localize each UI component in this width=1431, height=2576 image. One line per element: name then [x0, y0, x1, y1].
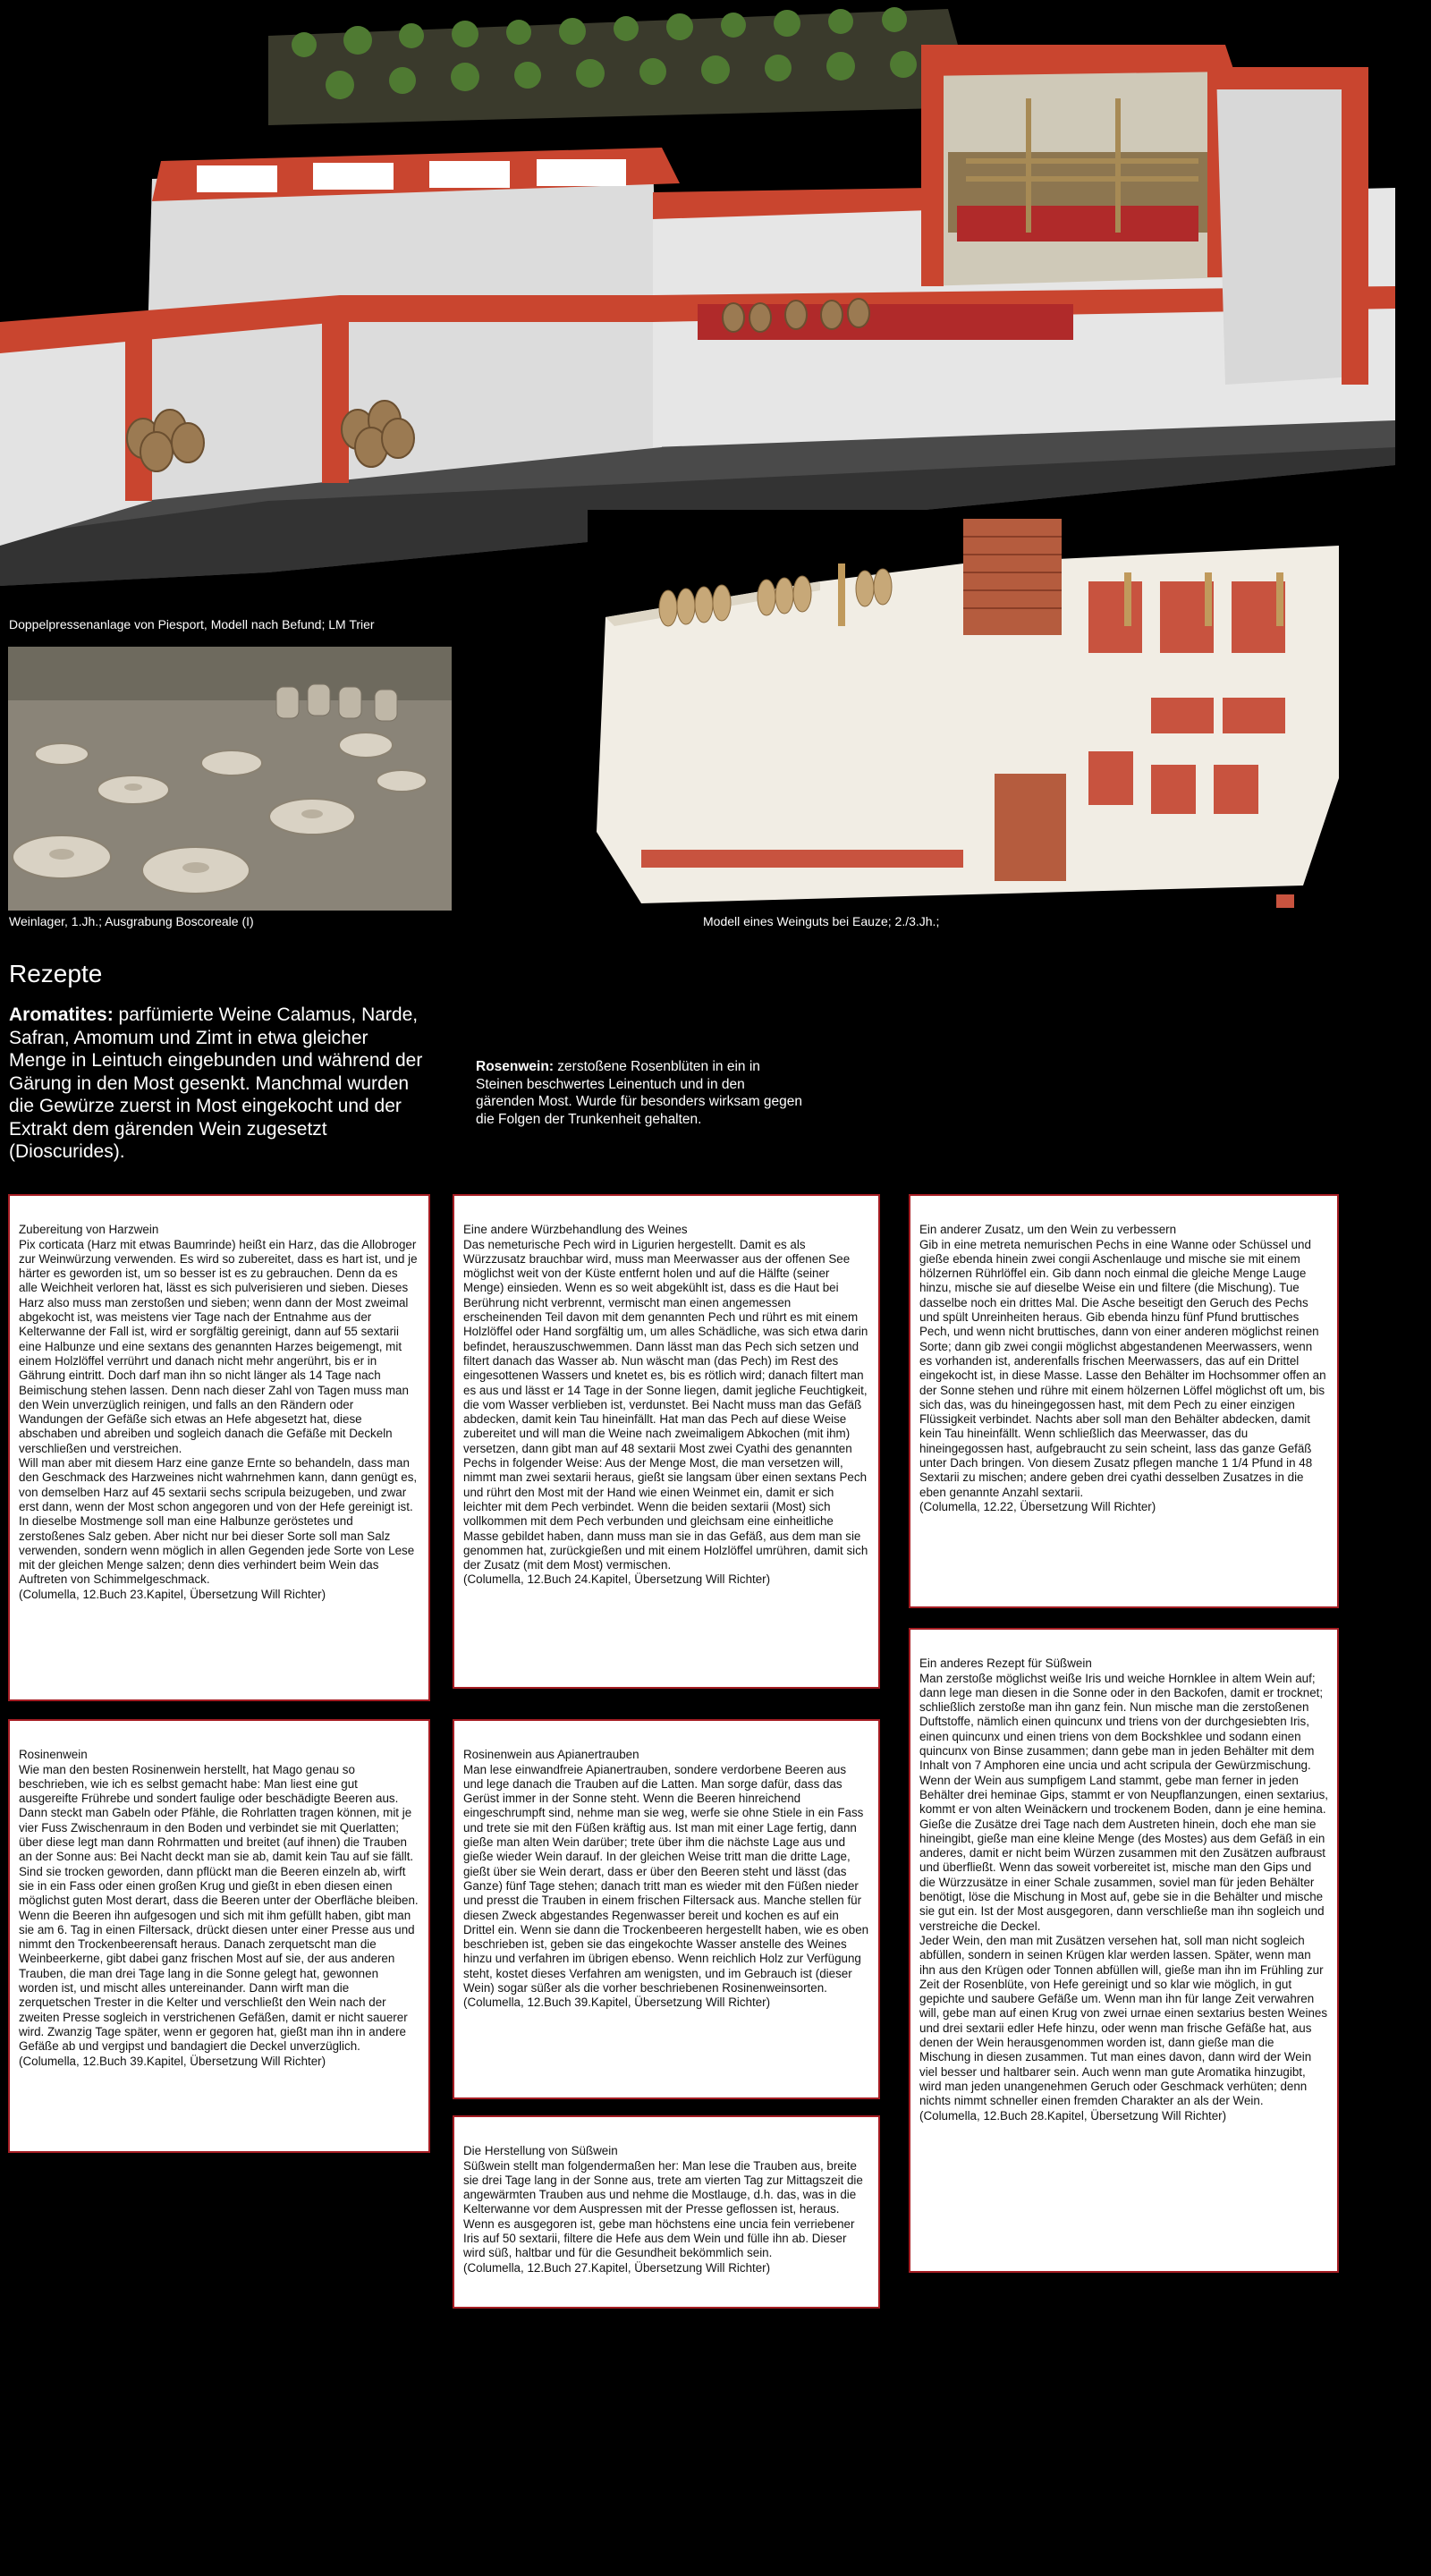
recipe-source: (Columella, 12.22, Übersetzung Will Richter): [919, 1499, 1156, 1513]
recipe-title: Rosinenwein: [19, 1748, 88, 1762]
rosenwein-intro-block: [476, 1058, 807, 1128]
section-title: Rezepte: [9, 960, 103, 987]
recipe-body: Gib in eine metreta nemurischen Pechs in eine Wanne oder Schüssel und gieße ebenda hinein zwei congii Aschenlauge und mische sie mit einem hölzernen Rührlöffel ein. Gib dann noch einmal die gleiche Menge Lauge hinzu, mische sie auf dieselbe Weise ein und filtere (die Mischung). Tue dasselbe noch ein drittes Mal. Die Asche beseitigt den Geruch des Pechs und spült Unreinheiten heraus. Gib ebenda hinzu fünf Pfund bruttisches Pech, und wenn nicht bruttisches, dann von einer anderen möglichst reinen Sorte; dann gib zwei congii möglichst abgestandenen Meerwassers, wenn es vorhanden ist, anderenfalls frischen Meerwassers, das auf ein Drittel eingekocht ist, in diese Masse. Lasse den Behälter im Hochsommer offen an der Sonne stehen und rühre mit einem hölzernen Löffel möglichst oft um, bis sich das, was du hineingegossen hast, mit dem Pech zu einer einzigen Flüssigkeit verbindet. Nachts aber soll man den Behälter abdecken, damit kein Tau hineinfällt. Wenn schließlich das Meerwasser, das du hineingegossen hast, aufgebraucht zu sein scheint, lass das ganze Gefäß unter Dach bringen. Von diesem Zusatz pflegen manche 1 1/4 Pfund in 48 Sextarii zu mischen; andere geben drei cyathi desselben Zusatzes in die eben genannte Anzahl sextarii.: [919, 1237, 1326, 1499]
recipe-apianer: [453, 1719, 880, 2099]
recipe-harzwein: [8, 1194, 430, 1701]
recipe-source: (Columella, 12.Buch 39.Kapitel, Übersetzung Will Richter): [19, 2054, 326, 2068]
recipe-zusatz: [909, 1194, 1339, 1608]
recipe-title: Ein anderes Rezept für Süßwein: [919, 1657, 1092, 1671]
recipe-wuerzbehandlung: [453, 1194, 880, 1689]
rosenwein-intro-label: Rosenwein:: [476, 1059, 554, 1074]
recipe-herstellung-suesswein: [453, 2115, 880, 2309]
caption-boscoreale: Weinlager, 1.Jh.; Ausgrabung Boscoreale (I): [9, 914, 254, 928]
aromatites-text: parfümierte Weine Calamus, Narde, Safran, Amomum und Zimt in etwa gleicher Menge in Leintuch eingebunden und während der Gärung in den Most gesenkt. Manchmal wurden die Gewürze zuerst in Most eingekocht und der Extrakt dem gärenden Wein zugesetzt (Dioscurides).: [9, 1004, 423, 1162]
photo-boscoreale: [8, 647, 452, 911]
recipe-source: (Columella, 12.Buch 39.Kapitel, Übersetzung Will Richter): [463, 1996, 771, 2010]
recipe-body: Man lese einwandfreie Apianertrauben, sondere verdorbene Beeren aus und lege danach die Trauben auf die Latten. Man sorge dafür, dass das Gerüst immer in der Sonne steht. Wenn die Beeren hinreichend eingeschrumpft sind, nehme man sie weg, werfe sie ohne Stiele in ein Fass und trete sie mit den Füßen kräftig aus. Ist man mit einer Lage fertig, dann gieße man alten Wein darüber; trete über ihm die nächste Lage aus und gieße wieder Wein darauf. In der gleichen Weise tritt man die dritte Lage, gießt über sie Wein derart, dass er über den Beeren steht und lässt (das Ganze) fünf Tage stehen; danach tritt man es wieder mit den Füßen nieder und presst die Trauben in einem frischen Filtersack aus. Manche stellen für diesen Zweck abgestandes Regenwasser bereit und kochen es auf ein Drittel ein. Wenn sie dann die Trockenbeeren hergestellt haben, wie es oben beschrieben ist, geben sie das eingekochte Wasser anstelle des Weines hinzu und verfahren im übrigen ebenso. Wenn reichlich Holz zur Verfügung steht, kostet dieses Verfahren am wenigsten, und im Gebrauch ist (dieser Wein) sogar süßer als die vorher beschriebenen Rosinenweinsorten.: [463, 1762, 869, 1996]
recipe-title: Die Herstellung von Süßwein: [463, 2144, 618, 2158]
recipe-body: Pix corticata (Harz mit etwas Baumrinde) heißt ein Harz, das die Allobroger zur Weinwürzung verwenden. Es wird so zubereitet, dass es hart ist, und je härter es geworden ist, um so besser ist es zu gebrauchen. Denn da es alle Weichheit verloren hat, lässt es sich pulverisieren und sieben. Dieses Harz also muss man zerstoßen und sieben; wenn dann der Most zweimal abgekocht ist, was meistens vier Tage nach der Entnahme aus der Kelterwanne der Fall ist, wird er sorgfältig gereinigt, dann auf 55 sextarii eine Halbunze und eine sextans des genannten Harzes beigemengt, mit einem Holzlöffel verrührt und danach nicht mehr angerührt, bis er in Gährung eintritt. Doch darf man ihn so nicht länger als 14 Tage nach Beimischung stehen lassen. Denn nach dieser Zahl von Tagen muss man den Wein unverzüglich reinigen, und falls an den Rändern oder Wandungen der Gefäße sich etwas an Hefe abgesetzt hat, diese abschaben und abreiben und sogleich danach die Gefäße mit Deckeln verschließen und verstreichen. Will man aber mit diesem Harz eine ganze Ernte so behandeln, dass man den Geschmack des Harzweines nicht wahrnehmen kann, dann genügt es, von demselben Harz auf 45 sextarii sechs scripula beizugeben, und zwar erst dann, wenn der Most schon angegoren und von der Hefe gereinigt ist. In dieselbe Mostmenge soll man eine Halbunze geröstetes und zerstoßenes Salz geben. Aber nicht nur bei dieser Sorte soll man Salz verwenden, sondern wenn möglich in allen Gegenden jede Sorte von Lese mit der gleichen Menge salzen; denn dies verhindert beim Wein das Auftreten von Schimmelgeschmack.: [19, 1237, 418, 1587]
recipe-source: (Columella, 12.Buch 27.Kapitel, Übersetzung Will Richter): [463, 2260, 771, 2275]
recipe-source: (Columella, 12.Buch 28.Kapitel, Übersetzung Will Richter): [919, 2108, 1227, 2123]
recipe-source: (Columella, 12.Buch 23.Kapitel, Übersetzung Will Richter): [19, 1587, 326, 1601]
caption-eauze: Modell eines Weinguts bei Eauze; 2./3.Jh.;: [703, 914, 940, 928]
recipe-title: Eine andere Würzbehandlung des Weines: [463, 1223, 688, 1237]
recipe-title: Zubereitung von Harzwein: [19, 1223, 159, 1237]
recipe-body: Das nemeturische Pech wird in Ligurien hergestellt. Damit es als Würzzusatz brauchbar wird, muss man Meerwasser aus der offenen See möglichst weit von der Küste entfernt holen und auf die Hälfte (seiner Menge) einsieden. Wenn es so weit abgekühlt ist, dass es die Haut bei Berührung nicht verbrennt, vermischt man einen angemessen erscheinenden Teil davon mit dem genannten Pech und rührt es mit einem Holzlöffel oder Hand sorgfältig um, um alles Schädliche, was sich etwa darin befindet, herauszuschwemmen. Dann lässt man das Pech sich setzen und filtert danach das Wasser ab. Nun wäscht man (das Pech) im Rest des eingesottenen Wassers und knetet es, bis es rötlich wird; danach filtert man es aus und lässt er 14 Tage in der Sonne liegen, damit jegliche Feuchtigkeit, die vom Wasser verblieben ist, verdunstet. Bei Nacht muss man das Gefäß abdecken, damit kein Tau hineinfällt. Hat man das Pech auf diese Weise zubereitet und will man die Weine nach zweimaligem Abkochen (mit ihm) versetzen, dann gibt man auf 48 sextarii Most zwei Cyathi des genannten Pechs in folgender Weise: Aus der Menge Most, die man versetzen will, nimmt man zwei sextarii heraus, gießt sie langsam über einen sextans Pech und rührt den Most mit der Hand wie einen Weinmet ein, damit er sich leichter mit dem Pech verbindet. Wenn die beiden sextarii (Most) sich vollkommen mit dem Pech verbunden und gleichsam eine einheitliche Masse gebildet haben, dann muss man sie in das Gefäß, aus dem man sie genommen hat, zurückgießen und mit einem Holzlöffel umrühren, damit sich der Zusatz (mit dem Most) vermischen.: [463, 1237, 868, 1572]
recipe-body: Wie man den besten Rosinenwein herstellt, hat Mago genau so beschrieben, wie ich es selbst gemacht habe: Man liest eine gut ausgereifte Frührebe und sondert faulige oder beschädigte Beeren aus. Dann steckt man Gabeln oder Pfähle, die Rohrlatten tragen können, mit je vier Fuss Zwischenraum in den Boden und verbindet sie mit Querlatten; über diese legt man dann Rohrmatten und breitet (auf ihnen) die Trauben an der Sonne aus: Bei Nacht deckt man sie ab, damit kein Tau auf sie fällt. Sind sie trocken geworden, dann pflückt man die Beeren einzeln ab, wirft sie in ein Fass oder einen großen Krug und gießt in eben diesen einen möglichst guten Most derart, dass die Beeren unter der Oberfläche bleiben. Wenn die Beeren ihn aufgesogen und sich mit ihm gefüllt haben, gibt man sie am 6. Tag in einen Filtersack, drückt diesen unter einer Presse aus und nimmt den Trockenbeerensaft heraus. Danach zerquetscht man die Weinbeerkerne, gibt dabei ganz frischen Most auf sie, der aus anderen Trauben, die man drei Tage lang in die Sonne gelegt hat, gewonnen worden ist, und mischt alles untereinander. Dann wirft man die zerquetschen Trester in die Kelter und verschließt den Wein nach der zweiten Presse sogleich in verstrichenen Gefäßen, damit er nicht sauerer wird. Zwanzig Tage später, wenn er gegoren hat, gießt man ihn in andere Gefäße ab und vergipst und bandagiert die Deckel unverzüglich.: [19, 1762, 419, 2054]
recipe-source: (Columella, 12.Buch 24.Kapitel, Übersetzung Will Richter): [463, 1572, 771, 1587]
model-image-eauze: [588, 510, 1339, 921]
recipe-body: Süßwein stellt man folgendermaßen her: Man lese die Trauben aus, breite sie drei Tage lang in der Sonne aus, trete am vierten Tag zur Mittagszeit die angewärmten Trauben aus und nehme die Mostlauge, d.h. das, was in die Kelterwanne vor dem Auspressen mit der Presse geflossen ist, heraus. Wenn es ausgegoren ist, gebe man höchstens eine uncia fein verriebener Iris auf 50 sextarii, filtere die Hefe aus dem Wein und fülle ihn ab. Dieser wird süß, haltbar und für die Gesundheit bekömmlich sein.: [463, 2158, 863, 2260]
recipe-suesswein-anderes: [909, 1628, 1339, 2273]
recipe-body: Man zerstoße möglichst weiße Iris und weiche Hornklee in altem Wein auf; dann lege man diesen in die Sonne oder in den Backofen, damit er trocknet; schließlich zerstoße man ihn ganz fein. Nun mische man die zerstoßenen Duftstoffe, nämlich einen quincunx und triens von der durchgesiebten Iris, einen quincunx und einen triens von dem Bockshklee und sodann einen quincunx von Binse zusammen; dann gebe man in jeden Behälter mit dem Inhalt von 7 Amphoren eine uncia und acht scripula der Gewürzmischung. Wenn der Wein aus sumpfigem Land stammt, gebe man ferner in jeden Behälter drei heminae Gips, stammt er von Neupflanzungen, einen sextarius, kommt er von alten Weinäckern und trockenem Boden, dann je eine hemina. Gieße die Zusätze drei Tage nach dem Austreten hinein, doch ehe man sie hineingibt, gieße man eine kleine Menge (des Mostes) aus dem Gefäß in ein anderes, damit er nicht beim Würzen zusammen mit den Zusätzen aufbraust und überfließt. Wenn das soweit vorbereitet ist, mische man den Gips und die Würzzusätze in einer Schale zusammen, soviel man für jeden Behälter benötigt, löse die Mischung in Most auf, gebe sie in die Behälter und mische sie gut ein. Ist der Most ausgegoren, dann verschließe man ihn sogleich und verstreiche die Deckel. Jeder Wein, den man mit Zusätzen versehen hat, soll man nicht sogleich abfüllen, sondern in seinen Krügen klar werden lassen. Später, wenn man ihn aus den Krügen oder Tonnen abfüllen will, gieße man ihn im Frühling zur Zeit der Rosenblüte, von Hefe gereinigt und so klar wie möglich, in gut gepichte und saubere Gefäße um. Wenn man ihn für lange Zeit verwahren will, gebe man auf einen Krug von zwei urnae einen sextarius besten Weines und drei sextarii edler Hefe hinzu, oder wenn man frische Gefäße hat, aus denen der Wein herausgenommen worden ist, dann gieße man die Mischung in diesen zusammen. Tut man eines davon, dann wird der Wein viel besser und haltbarer sein. Auch wenn man gute Aromatika hinzugibt, wird man jeden unangenehmen Geruch oder Geschmack verhüten; denn nichts nimmt schneller einen fremden Charakter an als der Wein.: [919, 1671, 1329, 2108]
recipe-rosinenwein: [8, 1719, 430, 2153]
recipe-title: Ein anderer Zusatz, um den Wein zu verbessern: [919, 1223, 1177, 1237]
aromatites-block: [9, 1004, 429, 1164]
aromatites-label: Aromatites:: [9, 1004, 114, 1025]
recipe-title: Rosinenwein aus Apianertrauben: [463, 1748, 639, 1762]
model-image-piesport: [0, 0, 1431, 586]
caption-piesport: Doppelpressenanlage von Piesport, Modell nach Befund; LM Trier: [9, 617, 375, 631]
rosenwein-intro-text: zerstoßene Rosenblüten in ein in Steinen beschwertes Leinentuch und in den gärenden Most. Wurde für besonders wirksam gegen die Folgen der Trunkenheit gehalten.: [476, 1059, 803, 1127]
